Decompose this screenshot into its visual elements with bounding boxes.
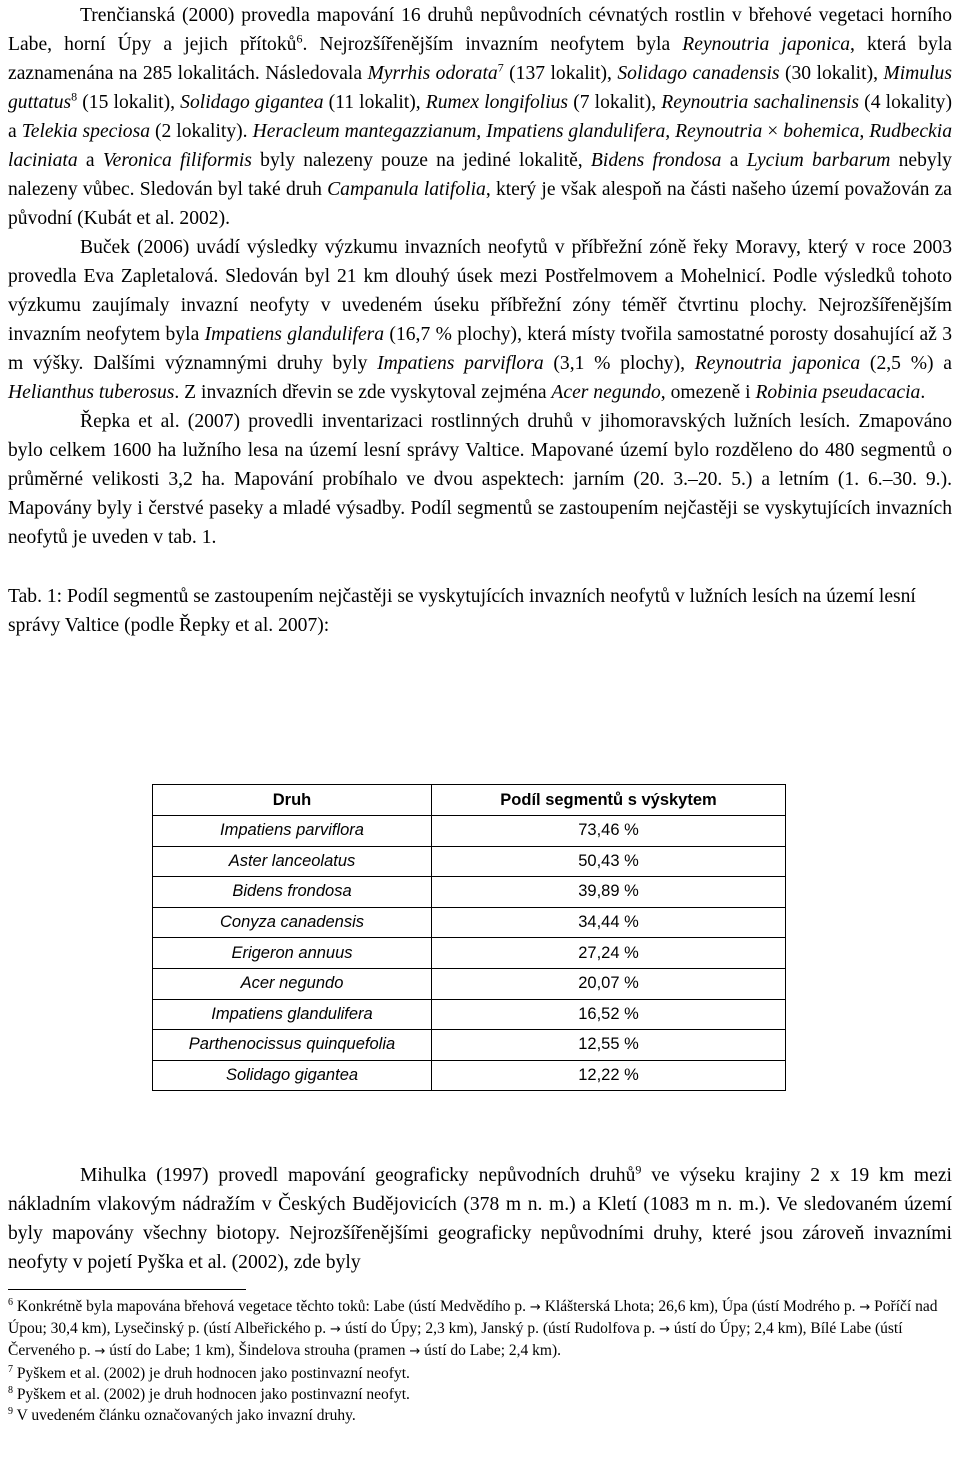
footnote-text: ústí do Úpy; 2,3 km), Janský p. (ústí Rudolfova p.: [340, 1320, 660, 1338]
text-run: ×: [767, 121, 779, 142]
footnotes: [8, 1296, 952, 1426]
footnote: [8, 1405, 952, 1426]
footnote-text: ústí do Labe; 2,4 km).: [420, 1342, 562, 1360]
footnote-ref: 6: [296, 31, 303, 46]
arrow-icon: →: [859, 1300, 871, 1315]
text-run: (4 lokality) a: [8, 92, 953, 142]
text-run: . Z invazních dřevin se zde vyskytoval zejména: [174, 382, 552, 403]
share-cell: 27,24 %: [432, 938, 786, 969]
footnote: [8, 1384, 952, 1405]
footnote-number: 6: [8, 1296, 13, 1308]
text-run: nebyly nalezeny vůbec. Sledován byl také druh: [8, 150, 952, 200]
text-run: Veronica filiformis: [102, 150, 252, 171]
arrow-icon: →: [330, 1322, 341, 1338]
share-cell: 73,46 %: [432, 816, 786, 847]
text-run: (137 lokalit),: [503, 63, 618, 84]
text-run: a: [721, 150, 747, 171]
share-cell: 50,43 %: [432, 846, 786, 877]
text-run: (15 lokalit),: [77, 92, 181, 113]
table-row: [153, 968, 786, 999]
text-run: Reynoutria japonica: [682, 34, 851, 55]
footnote-text: Pyškem et al. (2002) je druh hodnocen jako postinvazní neofyt.: [13, 1364, 410, 1382]
table-header-row: [153, 785, 786, 816]
text-run: Trenčianská (2000) provedla mapování 16 druhů nepůvodních cévnatých rostlin v břehové vegetaci horního Labe, horní Úpy a jejich přítoků: [8, 5, 952, 55]
text-run: (7 lokalit),: [568, 92, 662, 113]
after-table-section: [8, 1161, 952, 1426]
text-run: Reynoutria japonica: [694, 353, 861, 374]
footnote-number: 8: [8, 1384, 13, 1396]
text-run: . Nejrozšířenějším invazním neofytem byla: [302, 34, 683, 55]
footnote-ref: 9: [635, 1162, 642, 1177]
footnote-text: Pyškem et al. (2002) je druh hodnocen jako postinvazní neofyt.: [13, 1385, 410, 1403]
arrow-icon: →: [409, 1344, 421, 1360]
footnote-ref: 8: [71, 89, 78, 104]
arrow-icon: →: [94, 1344, 106, 1360]
species-cell: Acer negundo: [153, 968, 432, 999]
text-run: Impatiens parviflora: [377, 353, 544, 374]
table-caption: Tab. 1: Podíl segmentů se zastoupením nejčastěji se vyskytujících invazních neofytů v lužních lesích na území lesní správy Valtice (podle Řepky et al. 2007):: [8, 586, 916, 636]
text-run: , která byla zaznamenána na 285 lokalitách. Následovala: [8, 34, 952, 84]
footnote: [8, 1363, 952, 1384]
species-cell: Erigeron annuus: [153, 938, 432, 969]
paragraph-repka: [8, 407, 952, 552]
footnote-number: 7: [8, 1363, 13, 1375]
footnote-text: ústí do Úpy; 2,4 km), Bílé Labe (ústí Červeného p.: [8, 1320, 903, 1360]
table-row: [153, 877, 786, 908]
share-cell: 20,07 %: [432, 968, 786, 999]
species-cell: Parthenocissus quinquefolia: [153, 1030, 432, 1061]
footnote-text: Konkrétně byla mapována břehová vegetace těchto toků: Labe (ústí Medvědího p.: [13, 1298, 530, 1315]
footnote: [8, 1296, 952, 1363]
text-run: Reynoutria sachalinensis: [661, 92, 860, 113]
footnote-text: Klášterská Lhota; 26,6 km), Úpa (ústí Modrého p.: [540, 1298, 860, 1315]
species-cell: Conyza canadensis: [153, 907, 432, 938]
document-page: [8, 0, 952, 640]
text-run: bohemica, Rudbeckia laciniata: [8, 121, 952, 171]
text-run: (3,1 % plochy),: [543, 353, 695, 374]
text-run: .: [920, 382, 926, 403]
share-cell: 12,22 %: [432, 1060, 786, 1091]
text-run: Mimulus guttatus: [8, 63, 952, 113]
text-run: (2 lokality).: [150, 121, 253, 142]
footnote-ref: 7: [497, 60, 504, 75]
text-run: Robinia pseudacacia: [755, 382, 921, 403]
table-row: [153, 816, 786, 847]
text-run: Solidago canadensis: [617, 63, 780, 84]
text-run: Buček (2006) uvádí výsledky výzkumu invazních neofytů v příbřežní zóně řeky Moravy, který v roce 2003 provedla Eva Zapletalová. Sledován byl 21 km dlouhý úsek mezi Postřelmovem a Mohelnicí. Podle výsledků tohoto výzkumu zaujímaly invazní neofyty v uvedeném úseku příbřežní zóny téměř čtvrtinu plochy. Nejrozšířenějším invazním neofytem byla: [8, 237, 952, 345]
share-cell: 39,89 %: [432, 877, 786, 908]
table-body: [153, 816, 786, 1091]
text-run: , omezeně i: [660, 382, 756, 403]
footnote-number: 9: [8, 1405, 13, 1417]
share-cell: 12,55 %: [432, 1030, 786, 1061]
text-run: Helianthus tuberosus: [8, 382, 175, 403]
text-run: Telekia speciosa: [21, 121, 151, 142]
text-run: a: [77, 150, 103, 171]
text-run: Acer negundo: [551, 382, 661, 403]
share-cell: 16,52 %: [432, 999, 786, 1030]
text-run: Myrrhis odorata: [367, 63, 498, 84]
text-run: Řepka et al. (2007) provedli inventarizaci rostlinných druhů v jihomoravských lužních lesích. Zmapováno bylo celkem 1600 ha lužního lesa na území lesní správy Valtice. Mapované území bylo rozděleno do 480 segmentů o průměrné velikosti 3,2 ha. Mapování probíhalo ve dvou aspektech: jarním (20. 3.–20. 5.) a letním (1. 6.–30. 9.). Mapovány byly i čerstvé paseky a mladé výsadby. Podíl segmentů se zastoupením nejčastěji se vyskytujících invazních neofytů je uveden v tab. 1.: [8, 411, 952, 548]
footnote-text: Poříčí nad Úpou; 30,4 km), Lysečinský p. (ústí Albeřického p.: [8, 1298, 938, 1338]
table-row: [153, 1060, 786, 1091]
paragraph-bucek: [8, 233, 952, 407]
species-cell: Impatiens glandulifera: [153, 999, 432, 1030]
footnote-divider: [8, 1289, 246, 1290]
table-row: [153, 1030, 786, 1061]
text-run: byly nalezeny pouze na jediné lokalitě,: [251, 150, 591, 171]
text-run: Mihulka (1997) provedl mapování geograficky nepůvodních druhů: [80, 1165, 636, 1186]
species-cell: Aster lanceolatus: [153, 846, 432, 877]
text-run: , který je však alespoň na části našeho území považován za původní (Kubát et al. 2002).: [8, 179, 952, 229]
paragraph-mihulka: [8, 1161, 952, 1277]
text-run: (11 lokalit),: [323, 92, 426, 113]
table-row: [153, 999, 786, 1030]
text-run: (2,5 %) a: [860, 353, 953, 374]
column-header-share: Podíl segmentů s výskytem: [432, 785, 786, 816]
text-run: Solidago gigantea: [180, 92, 324, 113]
footnote-text: V uvedeném článku označovaných jako invazní druhy.: [13, 1407, 356, 1425]
footnote-text: ústí do Labe; 1 km), Šindelova strouha (pramen: [105, 1342, 410, 1360]
species-cell: Solidago gigantea: [153, 1060, 432, 1091]
share-cell: 34,44 %: [432, 907, 786, 938]
text-run: Bidens frondosa: [590, 150, 722, 171]
table-row: [153, 907, 786, 938]
text-run: Heracleum mantegazzianum, Impatiens glandulifera, Reynoutria: [252, 121, 768, 142]
arrow-icon: →: [529, 1300, 541, 1315]
species-cell: Impatiens parviflora: [153, 816, 432, 847]
text-run: Lycium barbarum: [746, 150, 891, 171]
column-header-species: Druh: [153, 785, 432, 816]
arrow-icon: →: [659, 1322, 671, 1338]
table-row: [153, 846, 786, 877]
text-run: Campanula latifolia: [327, 179, 486, 200]
text-run: ve výseku krajiny 2 x 19 km mezi nákladním vlakovým nádražím v Českých Budějovicích (378 m n. m.) a Kletí (1083 m n. m.). Ve sledovaném území byly mapovány všechny biotopy. Nejrozšířenějšími geograficky nepůvodními druhy, které jsou zároveň invazními neofyty v pojetí Pyška et al. (2002), zde byly: [8, 1165, 953, 1273]
invasive-species-table: [152, 784, 786, 1091]
species-cell: Bidens frondosa: [153, 877, 432, 908]
text-run: (30 lokalit),: [779, 63, 884, 84]
text-run: Impatiens glandulifera: [204, 324, 385, 345]
table-row: [153, 938, 786, 969]
text-run: Rumex longifolius: [425, 92, 569, 113]
text-run: (16,7 % plochy), která místy tvořila samostatné porosty dosahující až 3 m výšky. Dalšími významnými druhy byly: [8, 324, 952, 374]
paragraph-trencianska: [8, 1, 952, 233]
